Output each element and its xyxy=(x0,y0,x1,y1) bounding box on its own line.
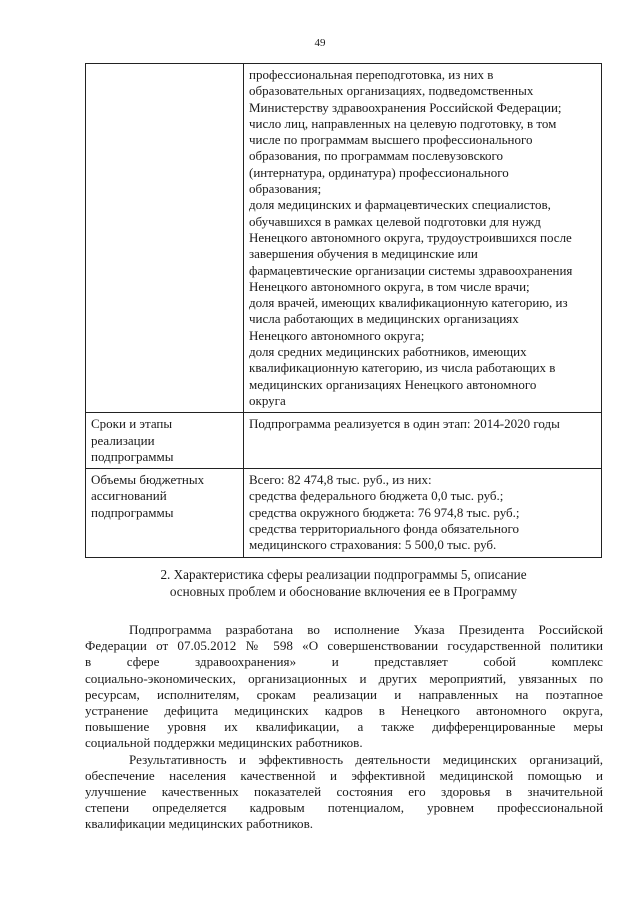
paragraph xyxy=(85,622,603,752)
cell-line: ассигнований xyxy=(91,488,167,504)
cell-line: число лиц, направленных на целевую подготовку, в том xyxy=(249,115,557,131)
cell-line: образования, по программам послевузовского xyxy=(249,148,504,164)
cell-line: реализации xyxy=(91,432,155,448)
cell-line: медицинских организациях Ненецкого автономного xyxy=(249,376,537,392)
table-cell-empty-label xyxy=(86,64,244,413)
table-row-budget xyxy=(86,469,602,558)
cell-line: Ненецкого автономного округа, трудоустроившихся после xyxy=(249,229,572,245)
paragraph-line: Подпрограмма разработана во исполнение Указа Президента Российской xyxy=(129,622,603,637)
cell-line: подпрограммы xyxy=(91,504,174,520)
table-row-continued-indicators xyxy=(86,64,602,413)
paragraph-line: в сфере здравоохранения» и представляет собой комплекс xyxy=(85,654,603,670)
paragraph-line: степени определяется кадровым потенциалом, уровнем профессиональной xyxy=(85,800,603,816)
paragraph-line: улучшение качественных показателей состояния его здоровья в значительной xyxy=(85,784,603,800)
paragraph-line: социально-экономических, организационных и других мероприятий, увязанных по xyxy=(85,670,603,686)
cell-line: медицинского страхования: 5 500,0 тыс. руб. xyxy=(249,537,497,553)
cell-line: профессиональная переподготовка, из них в xyxy=(249,67,494,82)
cell-line: Сроки и этапы xyxy=(91,416,173,432)
paragraph-line: Результативность и эффективность деятельности медицинских организаций, xyxy=(129,751,603,767)
paragraph-line: обеспечение населения качественной и эффективной медицинской помощью и xyxy=(85,767,603,783)
cell-line: фармацевтические организации системы здравоохранения xyxy=(249,262,573,278)
cell-line: образования; xyxy=(249,181,322,197)
cell-line: завершения обучения в медицинские или xyxy=(249,246,478,262)
cell-line: числа работающих в медицинских организациях xyxy=(249,311,519,327)
cell-line: образовательных организациях, подведомственных xyxy=(249,83,534,99)
cell-line: средства территориального фонда обязательного xyxy=(249,521,519,537)
cell-line: Ненецкого автономного округа; xyxy=(249,327,425,343)
cell-line: подпрограммы xyxy=(91,448,174,464)
paragraph-line: социальной поддержки медицинских работников. xyxy=(85,735,363,751)
body-text xyxy=(85,622,603,833)
cell-line: (интернатура, ординатура) профессионального xyxy=(249,164,509,180)
table-cell-terms-value xyxy=(244,413,602,469)
paragraph-line: устранение дефицита медицинских кадров в Ненецкого автономного округа, xyxy=(85,703,603,719)
subprogram-passport-table xyxy=(85,63,602,558)
table-cell-budget-label xyxy=(86,469,244,558)
paragraph xyxy=(85,752,603,833)
cell-line: Объемы бюджетных xyxy=(91,472,205,488)
cell-line: доля врачей, имеющих квалификационную категорию, из xyxy=(249,295,568,311)
cell-line: Подпрограмма реализуется в один этап: 2014-2020 годы xyxy=(249,416,560,432)
paragraph-line: квалификации медицинских работников. xyxy=(85,816,314,832)
section-heading-line: 2. Характеристика сферы реализации подпрограммы 5, описание xyxy=(160,567,527,582)
cell-line: доля средних медицинских работников, имеющих xyxy=(249,344,527,360)
paragraph-line: повышение уровня их квалификации, а также дифференцированные меры xyxy=(85,719,603,735)
cell-line: средства окружного бюджета: 76 974,8 тыс. руб.; xyxy=(249,504,520,520)
table-row-terms xyxy=(86,413,602,469)
cell-line: округа xyxy=(249,392,286,408)
cell-line: обучавшихся в рамках целевой подготовки для нужд xyxy=(249,213,541,229)
table-cell-budget-value xyxy=(244,469,602,558)
paragraph-line: Федерации от 07.05.2012 № 598 «О совершенствовании государственной политики xyxy=(85,638,603,654)
section-heading-line: основных проблем и обоснование включения ее в Программу xyxy=(169,583,518,599)
cell-line: числе по программам высшего профессионального xyxy=(249,132,533,148)
cell-line: Всего: 82 474,8 тыс. руб., из них: xyxy=(249,472,432,488)
cell-line: Ненецкого автономного округа, в том числе врачи; xyxy=(249,278,530,294)
table-cell-terms-label xyxy=(86,413,244,469)
cell-line: Министерству здравоохранения Российской Федерации; xyxy=(249,99,562,115)
cell-line: средства федерального бюджета 0,0 тыс. руб.; xyxy=(249,488,504,504)
page-number: 49 xyxy=(314,37,326,49)
cell-line: квалификационную категорию, из числа работающих в xyxy=(249,360,556,376)
table-cell-indicators xyxy=(244,64,602,413)
paragraph-line: ресурсам, исполнителям, срокам реализации и направленных на поэтапное xyxy=(85,686,603,702)
cell-line: доля медицинских и фармацевтических специалистов, xyxy=(249,197,551,213)
section-heading xyxy=(85,567,602,600)
